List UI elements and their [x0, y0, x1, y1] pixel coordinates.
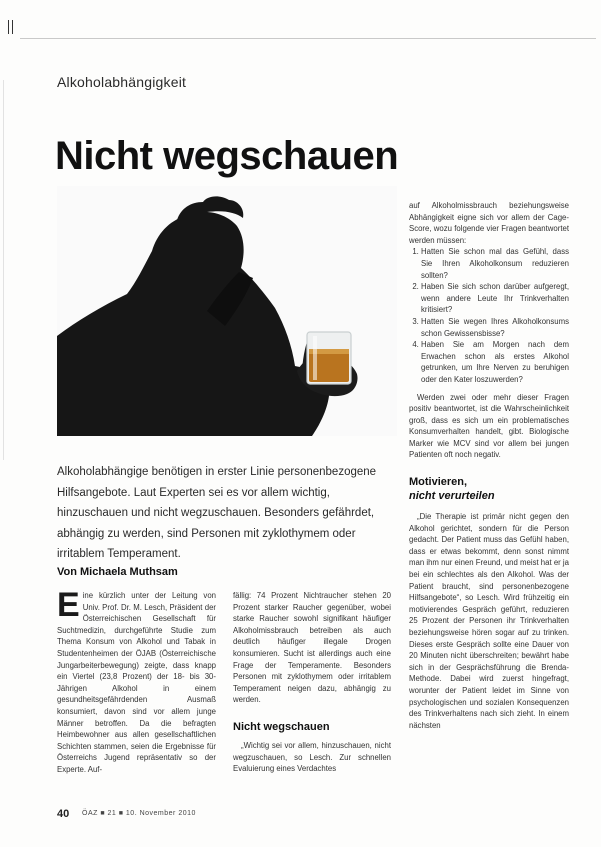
intro-text: ine kürzlich unter der Leitung von Univ. Prof. Dr. M. Lesch, Präsident der Österreichischen Gesellschaft für Suchtmedizin, durchgeführte Studie zum Thema Konsum von Alkohol und Tabak in Studentenheimen der ÖJAB (Österreichische Jungarbeiterbewegung) zeigte, dass knapp ein Viertel (23,8 Prozent) der 18- bis 30-Jährigen Alkohol in einem gesundheitsgefährdenden Ausmaß konsumiert, davon sind vor allem junge Männer betroffen. Da die befragten Heimbewohner aus allen gesellschaftlichen Schichten stammen, seien die Ergebnisse für Österreichs Jugend repräsentativ so der Experte. Auf-	[57, 591, 216, 774]
drinking-man-silhouette-icon	[57, 186, 397, 436]
crop-mark	[8, 20, 13, 34]
drop-cap: E	[57, 586, 80, 624]
article-column-2	[233, 590, 391, 775]
article-photo	[57, 186, 397, 436]
article-column-1	[57, 586, 216, 776]
scan-edge	[3, 80, 4, 460]
intro-paragraph	[57, 586, 216, 776]
subheading-nicht-verurteilen: nicht verurteilen	[409, 490, 495, 503]
column-3-paragraph-3: „Die Therapie ist primär nicht gegen den Alkohol gerichtet, sondern für die Person gedacht. Der Patient muss das Gefühl haben, dass er etwas bekommt, denn sonst nimmt man ihm nur einen Freund, und meist hat er ja bei ein schlechtes als den Alkohol. Was der Patient braucht, sind personenbezogene Hilfsangebote“, so Lesch. Wird frühzeitig ein motivierendes Gespräch geführt, reduzieren 25 Prozent der Personen ihr Trinkverhalten beziehungsweise hören sogar auf zu trinken. Dieses erste Gespräch sollte eine Dauer von 20 Minuten nicht überschreiten; bewährt habe sich in der Gesprächsführung die Brenda-Methode. Dabei wird zuerst hingefragt, worunter der Patient leidet im Sinne von psychologischen und sozialen Konsequenzen des Trinkverhaltens nach sich zieht. In einem nächsten	[409, 512, 569, 730]
list-item: 2. Haben Sie sich schon darüber aufgeregt, wenn andere Leute Ihr Trinkverhalten kritisiert?	[421, 281, 569, 316]
section-kicker: Alkoholabhängigkeit	[57, 74, 187, 90]
column-2-paragraph: fällig: 74 Prozent Nichtraucher stehen 20 Prozent starker Raucher gegenüber, wobei starke Raucher sowohl signifikant häufiger Alkoholmissbrauch betreiben als auch deutlich häufiger illegale Drogen konsumieren. Sucht ist allerdings auch eine Frage der Temperamente. Besonders Personen mit zyklothymem oder irritablem Temperament neigen dazu, abhängig zu werden.	[233, 591, 391, 705]
column-3-paragraph: auf Alkoholmissbrauch beziehungsweise Abhängigkeit eigne sich vor allem der Cage-Score, wozu folgende vier Fragen beantwortet werden müssen:	[409, 201, 569, 245]
author-byline: Von Michaela Muthsam	[57, 566, 178, 578]
subheading-motivieren: Motivieren,	[409, 476, 468, 489]
header-rule	[20, 38, 596, 39]
lead-paragraph: Alkoholabhängige benötigen in erster Linie personenbezogene Hilfsangebote. Laut Experten sei es vor allem wichtig, hinzuschauen und nicht wegzuschauen. Besonders gefährdet, abhängig zu werden, sind Personen mit zyklothymem oder irritablem Temperament.	[57, 466, 377, 560]
column-3-paragraph-2: Werden zwei oder mehr dieser Fragen positiv beantwortet, ist die Wahrscheinlichkeit groß, dass es sich um ein problematisches Konsumverhalten handelt, gibt. Biologische Marker wie MCV sind vor allem bei jungen Patienten oft noch negativ.	[409, 392, 569, 460]
page-title: Nicht wegschauen	[55, 134, 399, 178]
list-item: 3. Hatten Sie wegen Ihres Alkoholkonsums schon Gewissensbisse?	[421, 316, 569, 339]
column-2-paragraph-2: „Wichtig sei vor allem, hinzuschauen, nicht wegzuschauen, so Lesch. Zur schnellen Evaluierung eines Verdachtes	[233, 740, 391, 774]
list-item: 1. Hatten Sie schon mal das Gefühl, dass Sie Ihren Alkoholkonsum reduzieren sollten?	[421, 246, 569, 281]
footer-source: ÖAZ ■ 21 ■ 10. November 2010	[82, 810, 196, 817]
subheading-nicht-wegschauen: Nicht wegschauen	[233, 720, 330, 733]
list-item: 4. Haben Sie am Morgen nach dem Erwachen schon als erstes Alkohol getrunken, um Ihre Nerven zu beruhigen oder den Kater loszuwerden?	[421, 339, 569, 385]
page-number: 40	[57, 808, 70, 820]
cage-questions-list	[409, 246, 569, 385]
article-column-3	[409, 200, 569, 731]
